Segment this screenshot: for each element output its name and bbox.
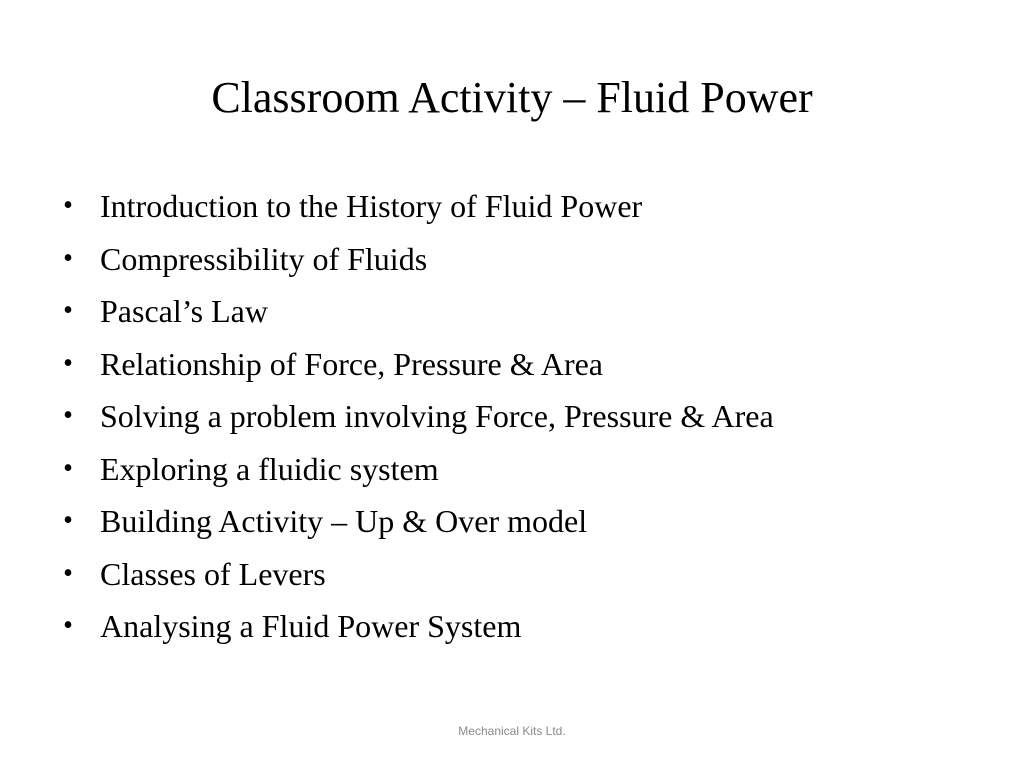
list-item-text: Building Activity – Up & Over model — [100, 503, 588, 539]
bullet-icon: • — [63, 610, 73, 641]
list-item-text: Compressibility of Fluids — [100, 240, 428, 277]
bullet-icon: • — [63, 347, 73, 379]
list-item-text: Pascal’s Law — [100, 293, 268, 329]
list-item — [58, 180, 998, 233]
bullet-icon: • — [63, 295, 73, 326]
list-item — [58, 285, 998, 338]
bullet-icon: • — [63, 452, 73, 484]
list-item — [58, 600, 998, 653]
list-item — [58, 233, 998, 286]
bullet-icon: • — [63, 190, 73, 221]
bullet-icon: • — [63, 400, 73, 431]
list-item — [58, 495, 998, 548]
list-item — [58, 390, 998, 443]
list-item-text: Analysing a Fluid Power System — [100, 608, 522, 644]
list-item — [58, 548, 998, 601]
bullet-icon: • — [63, 242, 73, 274]
bullet-list — [58, 180, 998, 653]
list-item-text: Introduction to the History of Fluid Power — [100, 188, 643, 224]
bullet-icon: • — [63, 557, 73, 589]
list-item-text: Classes of Levers — [100, 555, 326, 592]
bullet-icon: • — [63, 505, 73, 536]
list-item-text: Solving a problem involving Force, Pressure & Area — [100, 398, 774, 434]
list-item-text: Exploring a fluidic system — [100, 450, 439, 487]
slide-footer: Mechanical Kits Ltd. — [458, 724, 566, 738]
list-item — [58, 443, 998, 496]
list-item-text: Relationship of Force, Pressure & Area — [100, 345, 603, 382]
slide-title: Classroom Activity – Fluid Power — [211, 73, 813, 122]
list-item — [58, 338, 998, 391]
